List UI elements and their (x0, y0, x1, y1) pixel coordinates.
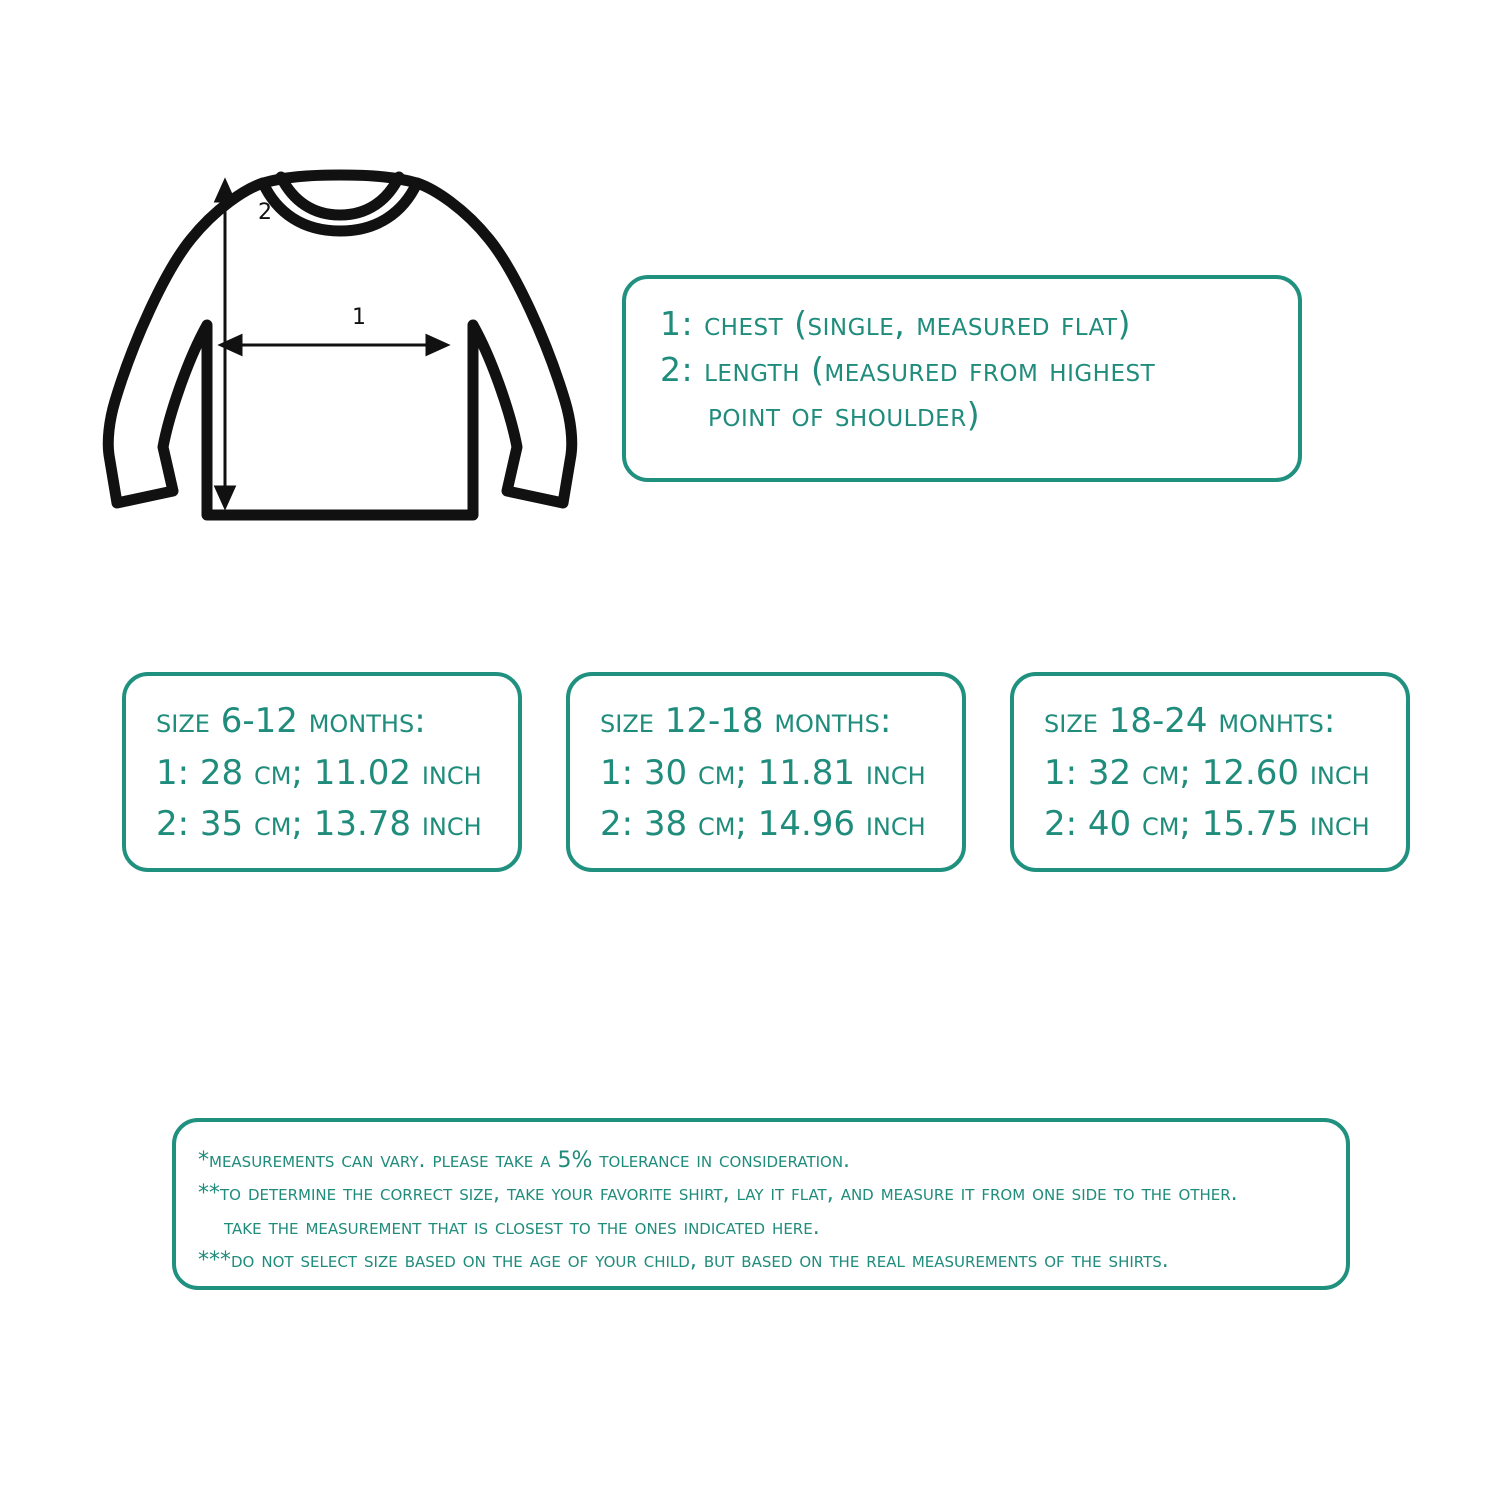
size-card-12-18-months (566, 672, 966, 872)
length-measure-label: 2 (258, 200, 272, 225)
legend-line-1: 1: chest (single, measured flat) (660, 304, 1131, 343)
chest-measure-arrow (221, 336, 447, 354)
size-card-length: 2: 38 cm; 14.96 inch (600, 804, 926, 845)
chest-measure-label: 1 (352, 305, 366, 330)
legend-box (622, 275, 1302, 482)
size-card-chest: 1: 30 cm; 11.81 inch (600, 752, 926, 793)
note-line-2: **to determine the correct size, take your favorite shirt, lay it flat, and measure it from one side to the other. (198, 1181, 1238, 1207)
note-line-4: ***do not select size based on the age of your child, but based on the real measurements of the shirts. (198, 1248, 1169, 1274)
notes-box (172, 1118, 1350, 1290)
size-card-6-12-months (122, 672, 522, 872)
shirt-diagram (95, 135, 585, 545)
size-card-title: size 6-12 months: (156, 701, 426, 741)
note-line-3: take the measurement that is closest to the ones indicated here. (224, 1214, 820, 1240)
size-card-18-24-months (1010, 672, 1410, 872)
size-card-chest: 1: 28 cm; 11.02 inch (156, 752, 482, 793)
size-card-length: 2: 35 cm; 13.78 inch (156, 804, 482, 845)
note-line-1: *measurements can vary. please take a 5% tolerance in consideration. (198, 1148, 851, 1173)
legend-line-2: 2: length (measured from highest (660, 349, 1156, 389)
legend-line-3: point of shoulder) (708, 395, 981, 435)
size-card-title: size 18-24 monhts: (1044, 701, 1336, 741)
size-card-length: 2: 40 cm; 15.75 inch (1044, 804, 1370, 845)
size-card-title: size 12-18 months: (600, 701, 892, 741)
size-card-chest: 1: 32 cm; 12.60 inch (1044, 752, 1370, 793)
